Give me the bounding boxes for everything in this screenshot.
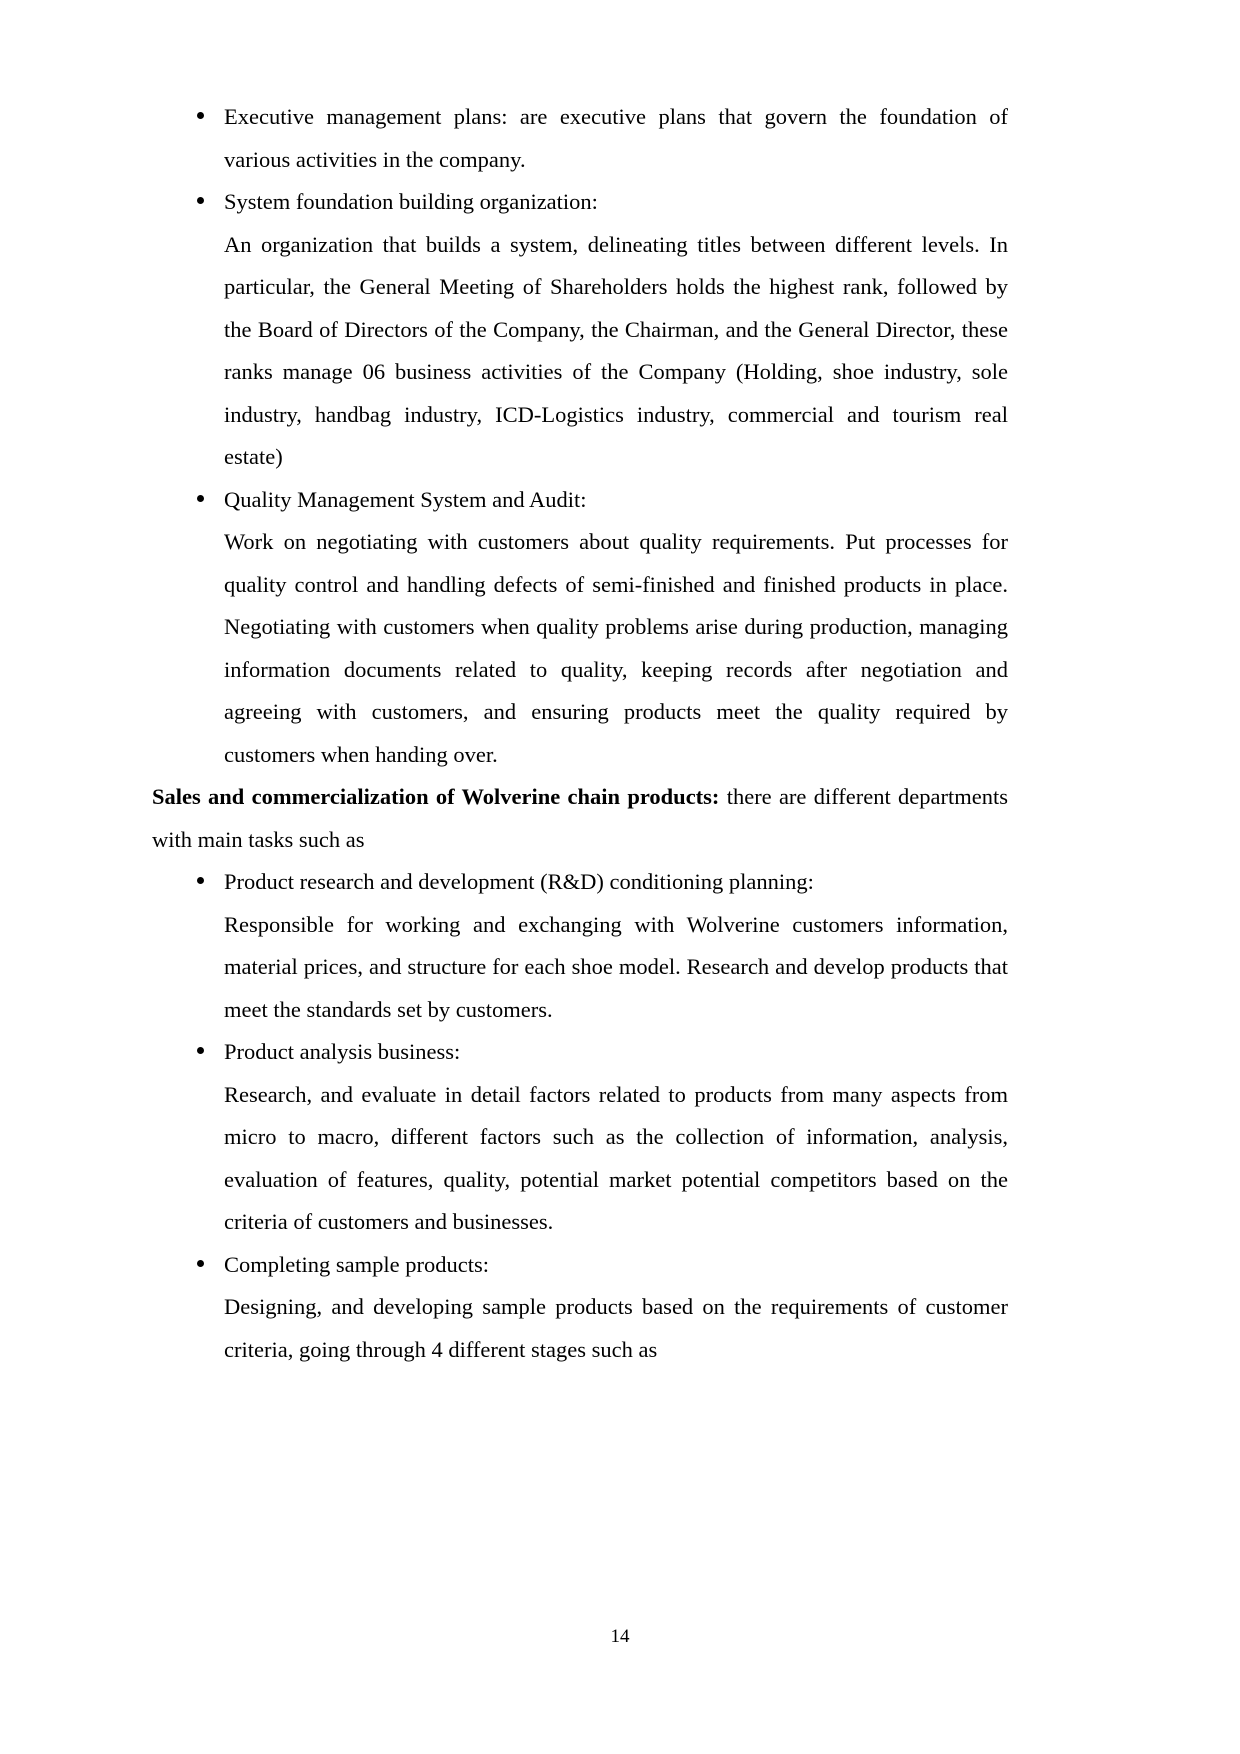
- bullet-icon: [190, 1031, 210, 1074]
- list-item: [152, 1244, 1008, 1372]
- bullet-icon: [190, 1244, 210, 1287]
- list-item: [152, 861, 1008, 1031]
- bullet-icon: [190, 479, 210, 522]
- list-item-label: System foundation building organization:: [224, 189, 598, 214]
- list-item-text: Executive management plans: are executive plans that govern the foundation of various activities in the company.: [224, 104, 1008, 172]
- list-item-body: An organization that builds a system, delineating titles between different levels. In particular, the General Meeting of Shareholders holds the highest rank, followed by the Board of Directors of the Company, the Chairman, and the General Director, these ranks manage 06 business activities of the Company (Holding, shoe industry, sole industry, handbag industry, ICD-Logistics industry, commercial and tourism real estate): [224, 231, 1008, 469]
- list-item-body: Work on negotiating with customers about quality requirements. Put processes for quality control and handling defects of semi-finished and finished products in place. Negotiating with customers when quality problems arise during production, managing information documents related to quality, keeping records after negotiation and agreeing with customers, and ensuring products meet the quality required by customers when handing over.: [224, 529, 1008, 767]
- list-item-label: Completing sample products:: [224, 1251, 489, 1277]
- list-item: [152, 479, 1008, 777]
- list-item-label: Product research and development (R&D) conditioning planning:: [224, 869, 814, 894]
- section-heading-bold: Sales and commercialization of Wolverine chain products:: [152, 784, 720, 809]
- page-number: 14: [610, 1626, 630, 1647]
- list-item-label: Product analysis business:: [224, 1039, 461, 1064]
- list-item: [152, 96, 1008, 181]
- list-item-body: Designing, and developing sample products based on the requirements of customer criteria, going through 4 different stages such as: [224, 1294, 1008, 1362]
- bullet-icon: [190, 96, 210, 139]
- section-heading-paragraph: [152, 776, 1008, 861]
- list-item: [152, 1031, 1008, 1244]
- section-heading-rest: there are different departments with main tasks such as: [152, 784, 1008, 852]
- list-item-label: Quality Management System and Audit:: [224, 486, 587, 512]
- list-item-body: Responsible for working and exchanging with Wolverine customers information, material prices, and structure for each shoe model. Research and develop products that meet the standards set by customers.: [224, 911, 1008, 1022]
- bullet-icon: [190, 861, 210, 904]
- page-content: [152, 96, 1008, 1371]
- list-item: [152, 181, 1008, 479]
- list-item-body: Research, and evaluate in detail factors related to products from many aspects from micro to macro, different factors such as the collection of information, analysis, evaluation of features, quality, potential market potential competitors based on the criteria of customers and businesses.: [224, 1081, 1008, 1234]
- bullet-icon: [190, 181, 210, 224]
